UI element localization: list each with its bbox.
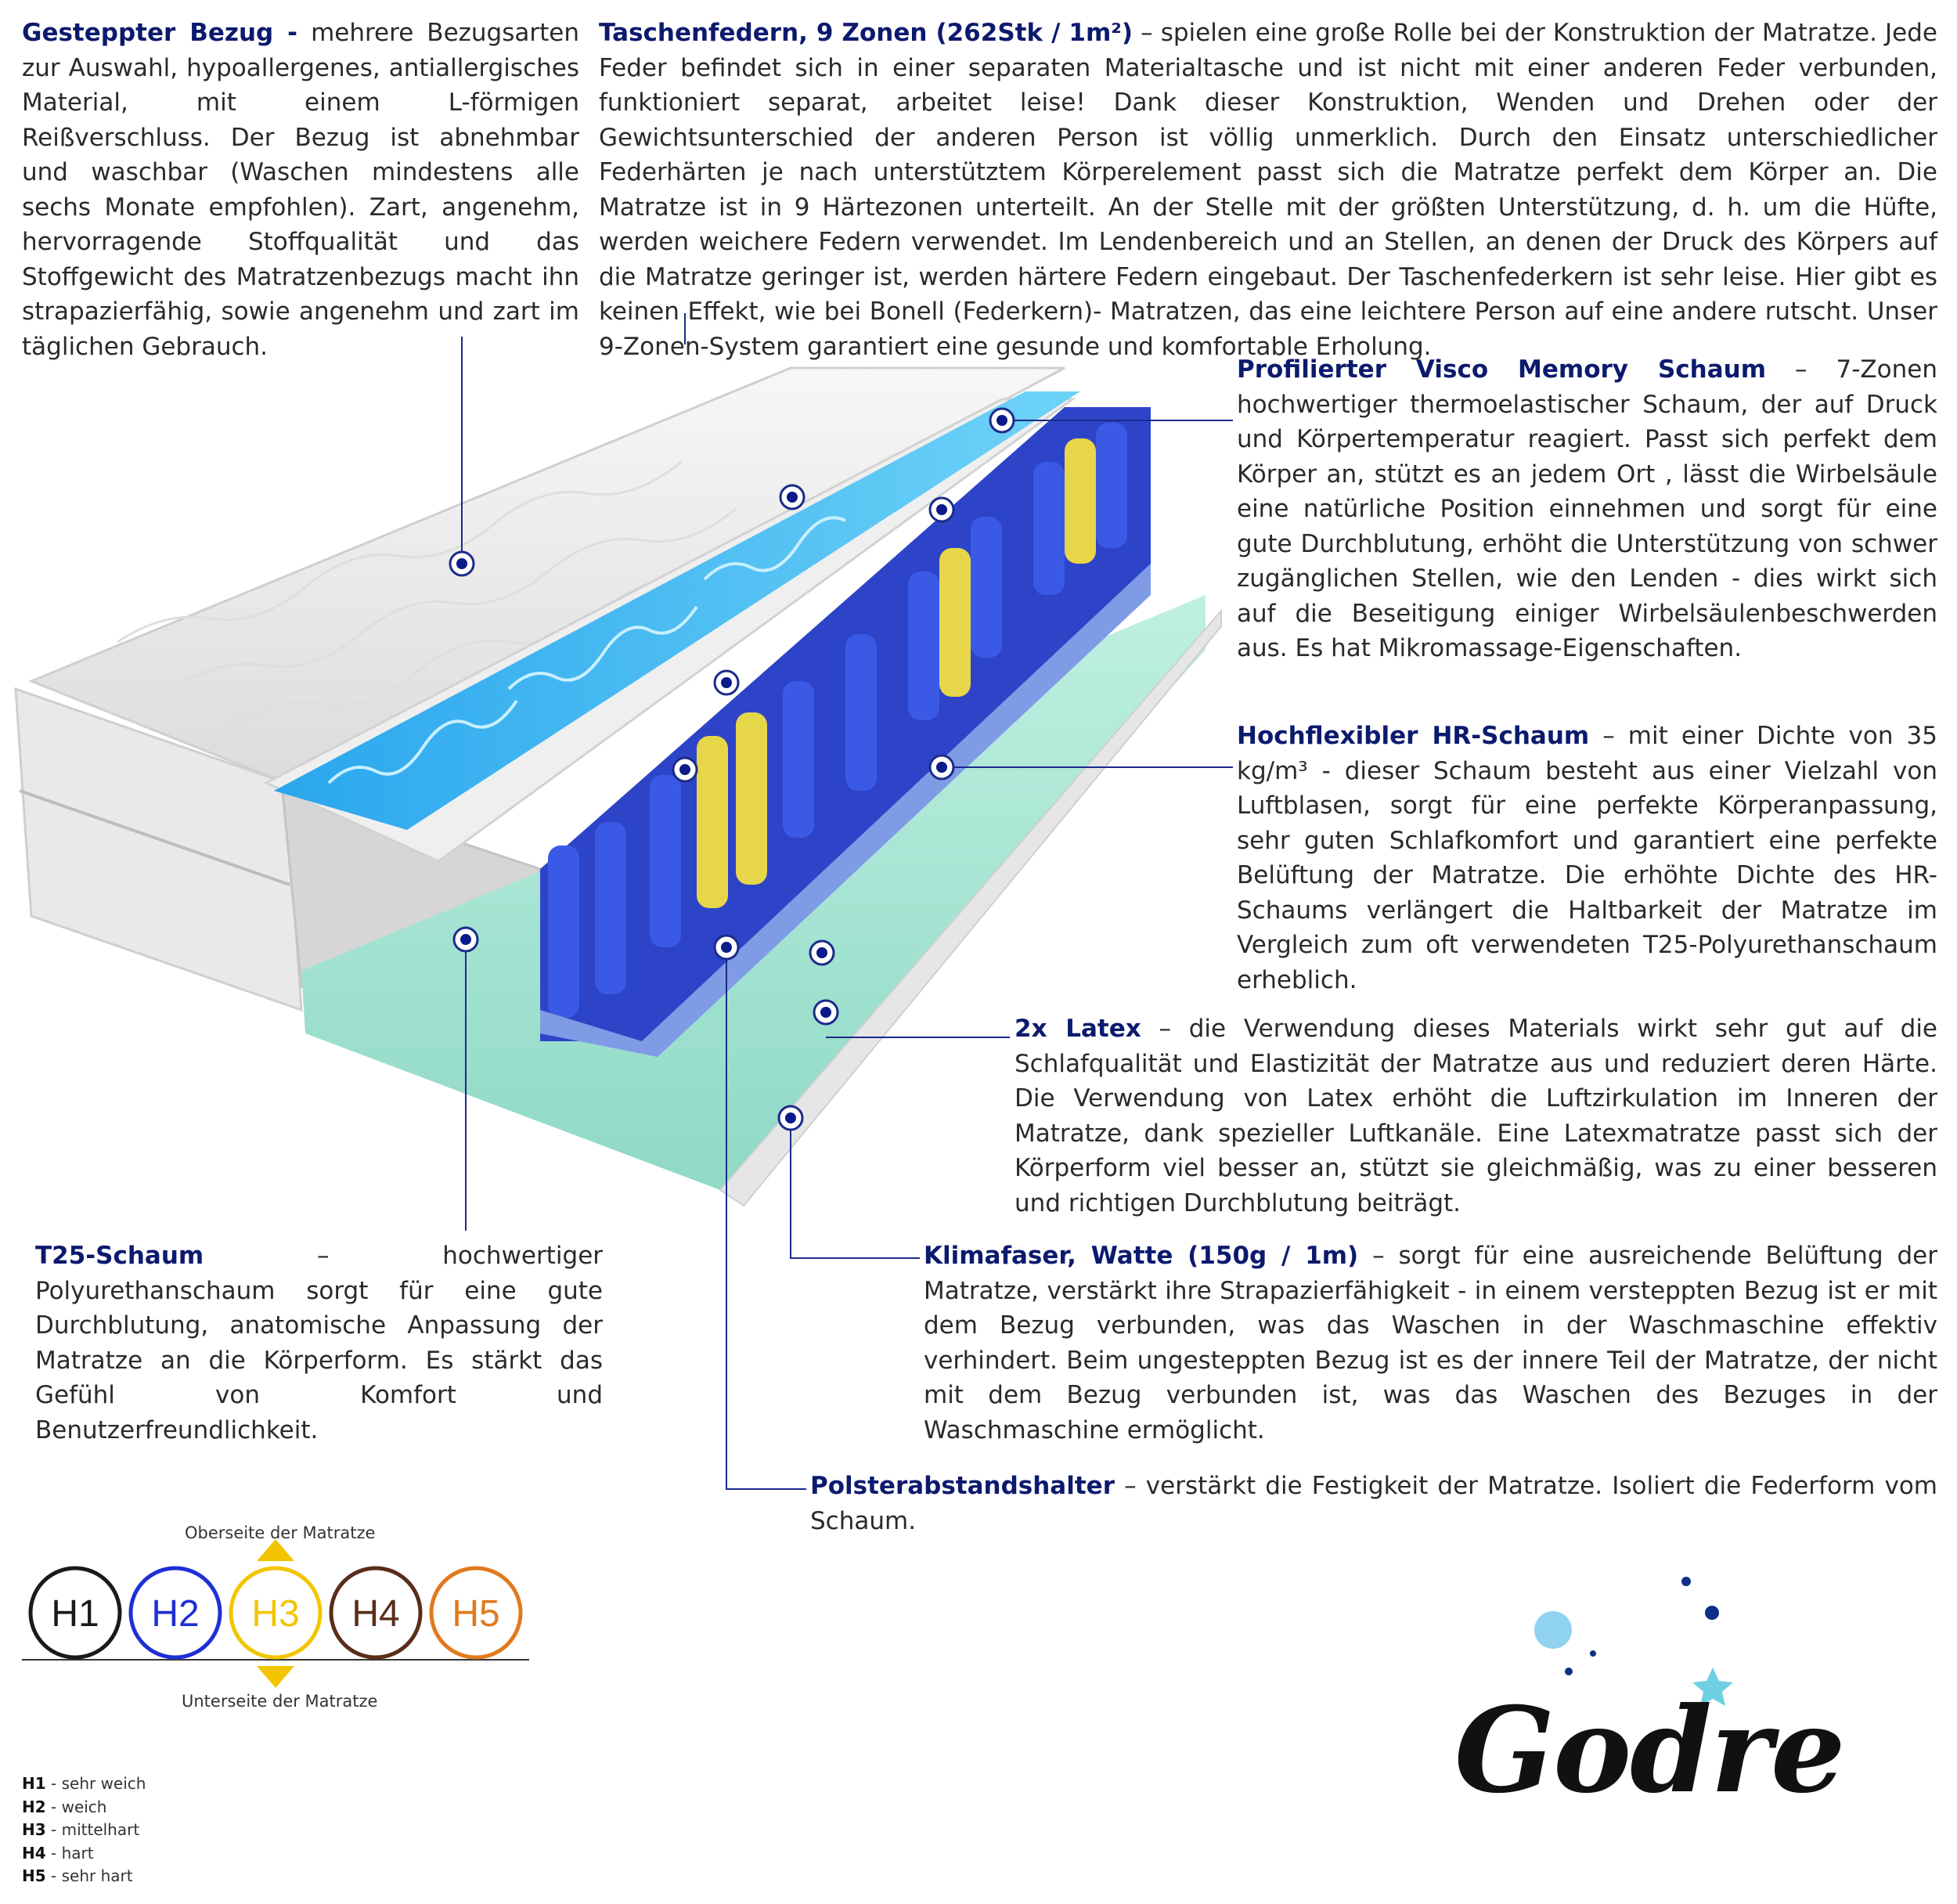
hardness-legend — [22, 1772, 146, 1888]
marker-spring-2 — [715, 671, 738, 694]
polster-text: – verstärkt die Festigkeit der Matratze. Isoliert die Federform vom Schaum. — [810, 1472, 1937, 1535]
legend-item: H5 - sehr hart — [22, 1866, 133, 1885]
latex-title: 2x Latex — [1015, 1015, 1141, 1043]
hardness-badge-h3 — [231, 1568, 320, 1657]
svg-text:H3: H3 — [251, 1593, 300, 1635]
t25-title: T25-Schaum — [35, 1242, 204, 1270]
marker-spring-3 — [673, 758, 697, 781]
marker-spring-1 — [930, 498, 953, 521]
svg-text:H1: H1 — [51, 1593, 99, 1635]
hardness-badge-h5 — [431, 1568, 521, 1657]
hardness-badge-h2 — [131, 1568, 220, 1657]
latex-text: – die Verwendung dieses Materials wirkt sehr gut auf die Schlafqualität und Elastizität der Matratze aus und reduziert deren Härte. Die Verwendung von Latex erhöht die Luftzirkulation im Inneren der Matratze, dank spezieller Luftkanäle. Eine Latexmatratze passt sich der Körperform viel besser an, stützt sie gleichmäßig, was zu einer besseren und richtigen Durchblutung beiträgt. — [1015, 1015, 1938, 1217]
hardness-top-label: Oberseite der Matratze — [185, 1524, 376, 1542]
bezug-text: mehrere Bezugsarten zur Auswahl, hypoallergenes, antiallergisches Material, mit einem L-förmigen Reißverschluss. Der Bezug ist abnehmbar und waschbar (Waschen mindestens alle sechs Monate empfohlen). Zart, angenehm, hervorragende Stoffqualität und das Stoffgewicht des Matratzenbezugs macht ihn strapazierfähig, sowie angenehm und zart im täglichen Gebrauch. — [22, 19, 580, 361]
legend-item: H1 - sehr weich — [22, 1774, 146, 1793]
legend-item: H3 - mittelhart — [22, 1820, 140, 1839]
svg-text:H2: H2 — [151, 1593, 200, 1635]
bezug-title: Gesteppter Bezug - — [22, 19, 298, 47]
klimafaser-text: – sorgt für eine ausreichende Belüftung der Matratze, verstärkt ihre Strapazierfähigkeit - in einem versteppten Bezug ist er mit dem Bezug verbunden, was das Waschen in der Waschmaschine effektiv verhindert. Beim ungesteppten Bezug ist es der innere Teil der Matratze, der nicht mit dem Bezug verbunden ist, was das Waschen des Bezuges in der Waschmaschine ermöglicht. — [924, 1242, 1938, 1444]
legend-item: H2 - weich — [22, 1797, 107, 1816]
hr-text: – mit einer Dichte von 35 kg/m³ - dieser Schaum besteht aus einer Vielzahl von Luftblasen, sorgt für eine perfekte Körperanpassung, sehr guten Schlafkomfort und garantiert eine perfekte Belüftung der Matratze. Die erhöhte Dichte des HR-Schaums verlängert die Haltbarkeit der Matratze im Vergleich zum oft verwendeten T25-Polyurethanschaum erheblich. — [1237, 722, 1937, 994]
marker-hr — [930, 755, 953, 779]
brand-logo-text: Godre — [1454, 1682, 1844, 1819]
svg-text:H5: H5 — [452, 1593, 500, 1635]
marker-t25 — [454, 928, 478, 951]
taschenfedern-title: Taschenfedern, 9 Zonen (262Stk / 1m²) — [599, 19, 1133, 47]
marker-bezug — [450, 552, 474, 575]
legend-item: H4 - hart — [22, 1843, 94, 1863]
marker-taschenfedern — [780, 485, 804, 509]
hardness-scale — [22, 1539, 529, 1688]
t25-text: – hochwertiger Polyurethanschaum sorgt für eine gute Durchblutung, anatomische Anpassung der Matratze an die Körperform. Es stärkt das Gefühl von Komfort und Benutzerfreundlichkeit. — [35, 1242, 604, 1444]
marker-klimafaser — [779, 1106, 802, 1130]
hardness-bottom-label: Unterseite der Matratze — [182, 1692, 378, 1711]
marker-polster — [715, 936, 738, 959]
hardness-badge-h4 — [331, 1568, 420, 1657]
visco-text: – 7-Zonen hochwertiger thermoelastischer Schaum, der auf Druck und Körpertemperatur reagiert. Passt sich perfekt dem Körper an, stützt es an jedem Ort , lässt die Wirbelsäule eine natürliche Position einnehmen und sorgt für eine gute Durchblutung, erhöht die Unterstützung von schwer zugänglichen Stellen, wie den Lenden - dies wirkt sich auf die Beseitigung einiger Wirbelsäulenbeschwerden aus. Es hat Mikromassage-Eigenschaften. — [1237, 355, 1937, 662]
polster-title: Polsterabstandshalter — [810, 1472, 1115, 1500]
svg-text:H4: H4 — [351, 1593, 400, 1635]
hardness-badge-h1 — [31, 1568, 120, 1657]
arrow-down-icon — [257, 1666, 294, 1688]
marker-latex-1 — [810, 941, 834, 965]
marker-latex-2 — [814, 1001, 838, 1024]
visco-title: Profilierter Visco Memory Schaum — [1237, 355, 1767, 384]
marker-visco — [990, 409, 1014, 432]
taschenfedern-text: – spielen eine große Rolle bei der Konstruktion der Matratze. Jede Feder befindet sich in einer separaten Materialtasche und ist nicht mit einer anderen Feder verbunden, funktioniert separat, arbeitet leise! Dank dieser Konstruktion, Wenden und Drehen oder der Gewichtsunterschied der anderen Person ist völlig unmerklich. Durch den Einsatz unterschiedlicher Federhärten je nach unterstütztem Körperelement passt sich die Matratze perfekt dem Körper an. Die Matratze ist in 9 Härtezonen unterteilt. An der Stelle mit der größten Unterstützung, d. h. um die Hüfte, werden weichere Federn verwendet. Im Lendenbereich und an Stellen, an denen der Druck des Körpers auf die Matratze geringer ist, werden härtere Federn eingebaut. Der Taschenfederkern ist sehr leise. Hier gibt es keinen Effekt, wie bei Bonell (Federkern)- Matratzen, das eine leichtere Person auf eine andere rutscht. Unser 9-Zonen-System garantiert eine gesunde und komfortable Erholung. — [599, 19, 1938, 361]
hr-title: Hochflexibler HR-Schaum — [1237, 722, 1590, 750]
arrow-up-icon — [257, 1539, 294, 1561]
klimafaser-title: Klimafaser, Watte (150g / 1m) — [924, 1242, 1359, 1270]
